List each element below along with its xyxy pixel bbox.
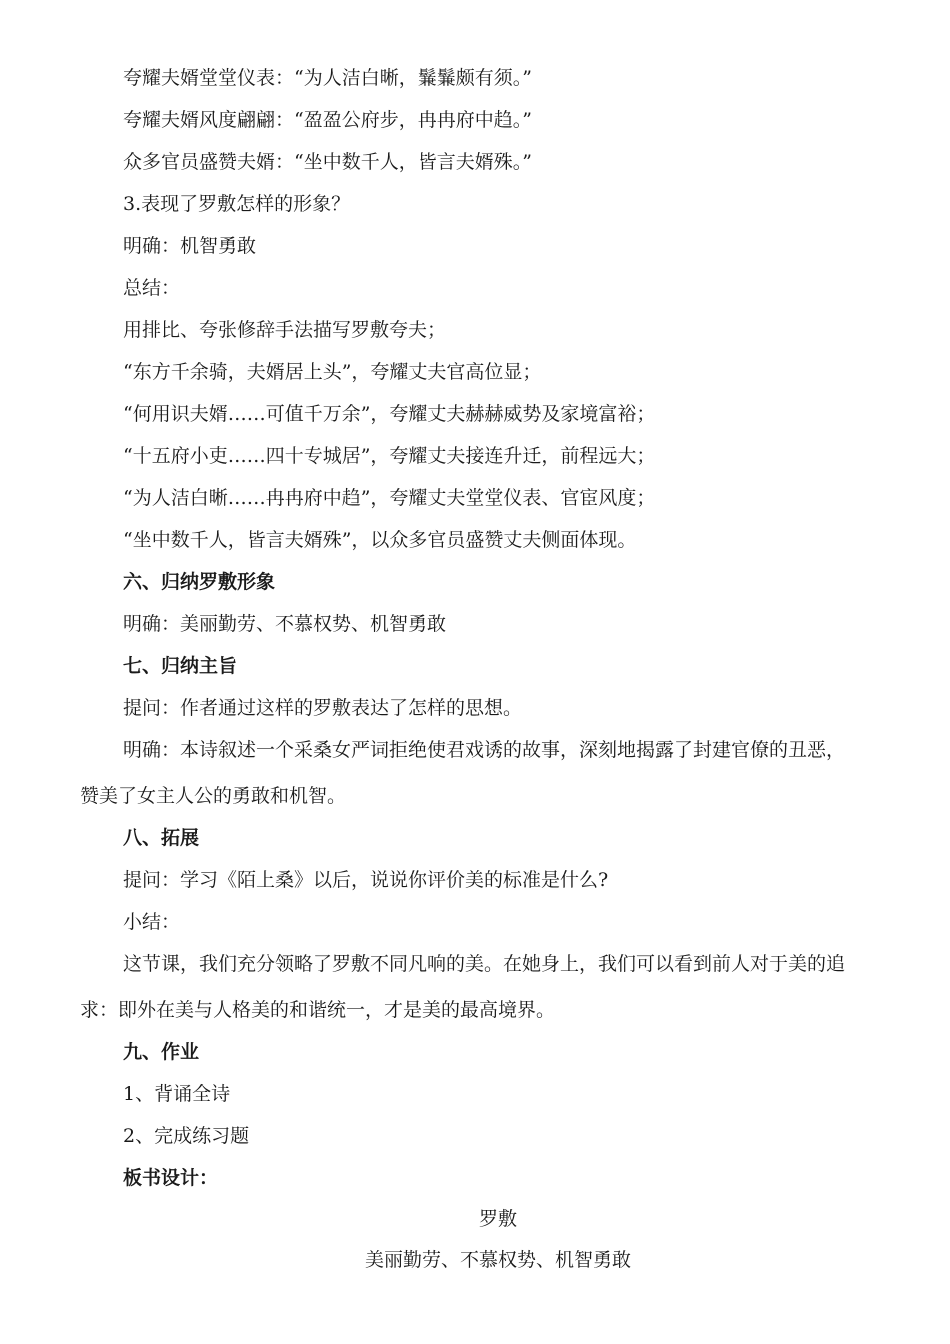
question-heading: 3.表现了罗敷怎样的形象？ <box>123 193 351 215</box>
text-line: “何用识夫婿……可值千万余”，夸耀丈夫赫赫威势及家境富裕； <box>123 403 656 425</box>
section-heading: 九、作业 <box>123 1041 200 1063</box>
text-line: “为人洁白晰……冉冉府中趋”，夸耀丈夫堂堂仪表、官宦风度； <box>123 487 656 509</box>
text-line: 求：即外在美与人格美的和谐统一，才是美的最高境界。 <box>80 999 556 1021</box>
list-item: 1、背诵全诗 <box>123 1083 231 1105</box>
text-line: 明确：本诗叙述一个采桑女严词拒绝使君戏诱的故事，深刻地揭露了封建官僚的丑恶， <box>123 739 846 761</box>
text-line: 用排比、夸张修辞手法描写罗敷夸夫； <box>123 319 447 341</box>
text-line: 明确：美丽勤劳、不慕权势、机智勇敢 <box>123 613 447 635</box>
text-line: “坐中数千人，皆言夫婿殊”，以众多官员盛赞丈夫侧面体现。 <box>123 529 637 551</box>
text-line: 夸耀夫婿堂堂仪表：“为人洁白晰，鬑鬑颇有须。” <box>123 67 532 89</box>
text-line: “东方千余骑，夫婿居上头”，夸耀丈夫官高位显； <box>123 361 542 383</box>
text-line: 明确：机智勇敢 <box>123 235 257 257</box>
text-line: 提问：学习《陌上桑》以后，说说你评价美的标准是什么? <box>123 869 609 891</box>
text-line: 夸耀夫婿风度翩翩：“盈盈公府步，冉冉府中趋。” <box>123 109 532 131</box>
summary-label: 小结： <box>123 911 181 933</box>
section-heading: 板书设计： <box>123 1167 219 1189</box>
text-line: 众多官员盛赞夫婿：“坐中数千人，皆言夫婿殊。” <box>123 151 532 173</box>
board-subtitle: 美丽勤劳、不慕权势、机智勇敢 <box>364 1249 631 1271</box>
text-line: 这节课，我们充分领略了罗敷不同凡响的美。在她身上，我们可以看到前人对于美的追 <box>123 953 846 975</box>
section-heading: 六、归纳罗敷形象 <box>123 571 276 593</box>
section-heading: 七、归纳主旨 <box>123 655 238 677</box>
text-line: “十五府小吏……四十专城居”，夸耀丈夫接连升迁，前程远大； <box>123 445 656 467</box>
text-line: 提问：作者通过这样的罗敷表达了怎样的思想。 <box>123 697 523 719</box>
summary-label: 总结： <box>123 277 181 299</box>
board-title: 罗敷 <box>478 1208 517 1230</box>
text-line: 赞美了女主人公的勇敢和机智。 <box>80 785 347 807</box>
list-item: 2、完成练习题 <box>123 1125 250 1147</box>
section-heading: 八、拓展 <box>123 827 200 849</box>
